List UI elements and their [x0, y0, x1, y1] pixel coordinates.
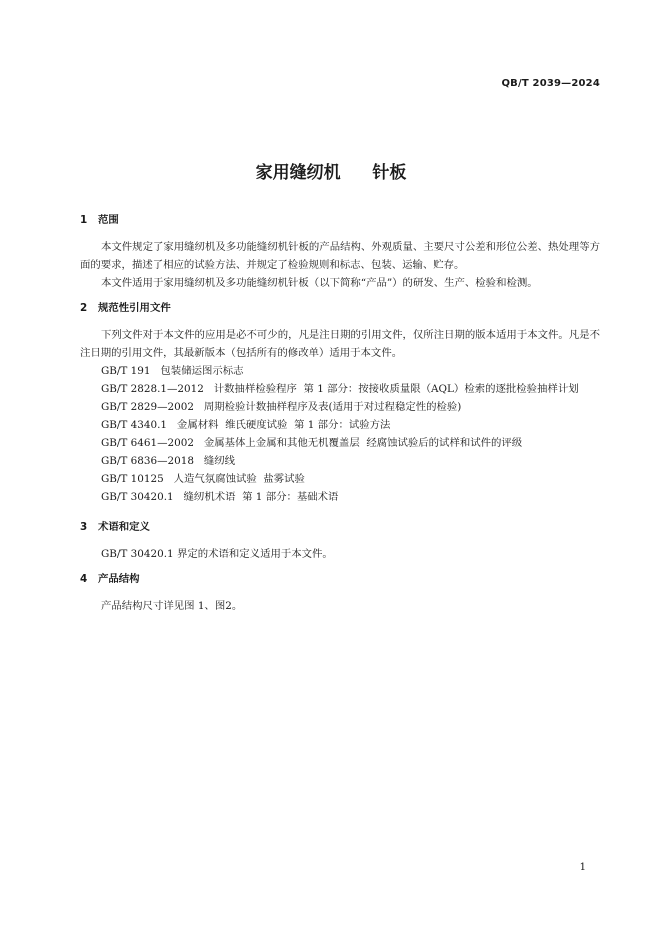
section-heading-scope — [80, 211, 600, 229]
terms-paragraph: GB/T 30420.1 界定的术语和定义适用于本文件。 — [101, 548, 333, 560]
structure-paragraph: 产品结构尺寸详见图 1、图2。 — [101, 600, 243, 612]
references-intro: 下列文件对于本文件的应用是必不可少的，凡是注日期的引用文件，仅所注日期的版本适用于本文件。凡是不注日期的引用文件，其最新版本（包括所有的修改单）适用于本文件。 — [80, 329, 600, 359]
standard-number: QB/T 2039—2024 — [501, 78, 600, 89]
reference-item: GB/T 4340.1 金属材料 维氏硬度试验 第 1 部分：试验方法 — [101, 419, 391, 431]
section-heading-structure — [80, 570, 600, 588]
section-number: 4 — [80, 573, 88, 585]
page-number: 1 — [579, 862, 586, 873]
reference-item: GB/T 2829—2002 周期检验计数抽样程序及表(适用于对过程稳定性的检验) — [101, 401, 462, 413]
document-body — [80, 211, 600, 615]
reference-item: GB/T 2828.1—2012 计数抽样检验程序 第 1 部分：按接收质量限（AQL）检索的逐批检验抽样计划 — [101, 383, 579, 395]
section-heading-terms — [80, 518, 600, 536]
scope-paragraph-1: 本文件规定了家用缝纫机及多功能缝纫机针板的产品结构、外观质量、主要尺寸公差和形位公差、热处理等方面的要求，描述了相应的试验方法、并规定了检验规则和标志、包装、运输、贮存。 — [80, 241, 600, 271]
section-title: 规范性引用文件 — [98, 302, 171, 314]
reference-item: GB/T 10125 人造气氛腐蚀试验 盐雾试验 — [101, 473, 305, 485]
scope-paragraph-2: 本文件适用于家用缝纫机及多功能缝纫机针板（以下简称“产品”）的研发、生产、检验和检测。 — [101, 277, 538, 289]
section-number: 3 — [80, 521, 88, 533]
document-title: 家用缝纫机 针板 — [255, 163, 407, 183]
section-number: 1 — [80, 214, 88, 226]
section-heading-normative-references — [80, 299, 600, 317]
section-title: 产品结构 — [98, 573, 140, 585]
reference-item: GB/T 30420.1 缝纫机术语 第 1 部分：基础术语 — [101, 491, 339, 503]
reference-item: GB/T 6461—2002 金属基体上金属和其他无机覆盖层 经腐蚀试验后的试样和试件的评级 — [101, 437, 523, 449]
reference-item: GB/T 191 包装储运图示标志 — [101, 365, 244, 377]
section-title: 术语和定义 — [98, 521, 150, 533]
section-title: 范围 — [98, 214, 119, 226]
reference-item: GB/T 6836—2018 缝纫线 — [101, 455, 236, 467]
section-number: 2 — [80, 302, 88, 314]
